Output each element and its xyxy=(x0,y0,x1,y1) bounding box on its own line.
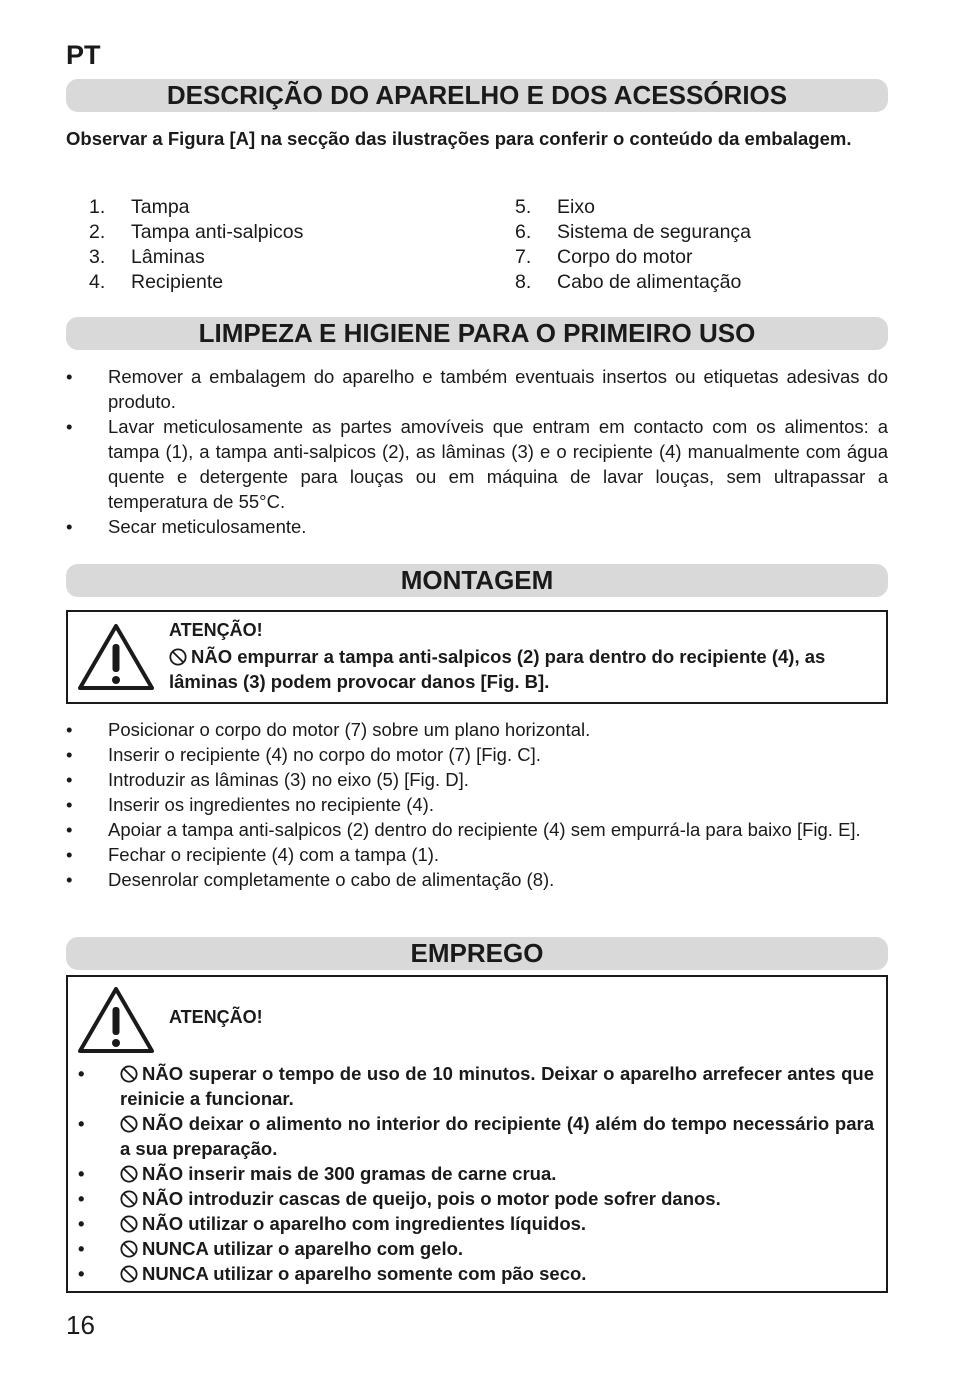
bullet-item xyxy=(66,514,888,539)
warning-bullet-text: NÃO deixar o alimento no interior do recipiente (4) além do tempo necessário para a sua preparação. xyxy=(120,1113,874,1159)
section-title-emprego: EMPREGO xyxy=(66,937,888,970)
list-item-label: Cabo de alimentação xyxy=(557,271,742,293)
bullet-marker: • xyxy=(78,1163,85,1184)
bullet-marker: • xyxy=(78,1113,85,1134)
warning-bullet-item xyxy=(78,1186,874,1211)
warning-bullet-item xyxy=(78,1236,874,1261)
bullet-text: Lavar meticulosamente as partes amovíveis que entram em contacto com os alimentos: a tampa (1), a tampa anti-salpicos (2), as lâminas (3) e o recipiente (4) manualmente com água quente e detergente para louças ou em máquina de lavar louças, sem ultrapassar a temperatura de 55°C. xyxy=(108,416,888,512)
bullet-marker: • xyxy=(78,1263,85,1284)
bullet-item xyxy=(66,867,888,892)
bullet-item xyxy=(66,767,888,792)
bullet-text: Inserir o recipiente (4) no corpo do motor (7) [Fig. C]. xyxy=(108,744,541,765)
bullet-text: Inserir os ingredientes no recipiente (4). xyxy=(108,794,434,815)
bullet-marker: • xyxy=(66,719,73,740)
section-title-limpeza: LIMPEZA E HIGIENE PARA O PRIMEIRO USO xyxy=(66,317,888,350)
bullet-marker: • xyxy=(66,744,73,765)
list-item-number: 7. xyxy=(515,246,532,268)
limpeza-bullet-list xyxy=(66,364,888,539)
bullet-text: Introduzir as lâminas (3) no eixo (5) [Fig. D]. xyxy=(108,769,469,790)
prohibition-icon xyxy=(169,648,187,666)
list-item-number: 2. xyxy=(89,221,106,243)
language-code: PT xyxy=(66,40,101,70)
bullet-text: Posicionar o corpo do motor (7) sobre um plano horizontal. xyxy=(108,719,591,740)
prohibition-icon xyxy=(120,1215,138,1233)
bullet-marker: • xyxy=(66,416,73,437)
warning-bullet-text: NÃO introduzir cascas de queijo, pois o motor pode sofrer danos. xyxy=(142,1188,721,1209)
prohibition-icon xyxy=(120,1190,138,1208)
bullet-marker: • xyxy=(66,366,73,387)
warning-bullet-text: NÃO utilizar o aparelho com ingredientes líquidos. xyxy=(142,1213,587,1234)
prohibition-icon xyxy=(120,1065,138,1083)
list-item-label: Corpo do motor xyxy=(557,246,693,268)
warning-box-montagem xyxy=(66,610,888,704)
page-number: 16 xyxy=(66,1310,95,1340)
list-item-label: Recipiente xyxy=(131,271,224,293)
list-item-number: 6. xyxy=(515,221,532,243)
bullet-item xyxy=(66,792,888,817)
prohibition-icon xyxy=(120,1240,138,1258)
prohibition-icon xyxy=(120,1265,138,1283)
bullet-marker: • xyxy=(78,1063,85,1084)
list-item-number: 1. xyxy=(89,196,106,218)
bullet-text: Fechar o recipiente (4) com a tampa (1). xyxy=(108,844,440,865)
list-item-label: Tampa xyxy=(131,196,190,218)
section-title-montagem: MONTAGEM xyxy=(66,564,888,597)
bullet-marker: • xyxy=(66,794,73,815)
warning-triangle-icon xyxy=(76,622,156,692)
bullet-marker: • xyxy=(66,516,73,537)
list-item-label: Sistema de segurança xyxy=(557,221,752,243)
warning-triangle-icon xyxy=(76,985,156,1055)
warning-bullet-item xyxy=(78,1061,874,1111)
bullet-marker: • xyxy=(78,1213,85,1234)
bullet-marker: • xyxy=(78,1238,85,1259)
warning-bullet-item xyxy=(78,1161,874,1186)
bullet-item xyxy=(66,717,888,742)
bullet-marker: • xyxy=(66,869,73,890)
warning-bullet-text: NÃO inserir mais de 300 gramas de carne crua. xyxy=(142,1163,557,1184)
bullet-marker: • xyxy=(66,769,73,790)
bullet-text: Secar meticulosamente. xyxy=(108,516,307,537)
montagem-bullet-list xyxy=(66,717,888,892)
warning-bullet-item xyxy=(78,1111,874,1161)
bullet-marker: • xyxy=(78,1188,85,1209)
warning-box-emprego xyxy=(66,975,888,1293)
bullet-item xyxy=(66,817,888,842)
bullet-item xyxy=(66,364,888,414)
warning-bullet-item xyxy=(78,1211,874,1236)
list-item-number: 3. xyxy=(89,246,106,268)
warning-bullet-text: NUNCA utilizar o aparelho com gelo. xyxy=(142,1238,464,1259)
list-item-label: Tampa anti-salpicos xyxy=(131,221,304,243)
warning-title: ATENÇÃO! xyxy=(169,620,263,640)
section-title-descricao: DESCRIÇÃO DO APARELHO E DOS ACESSÓRIOS xyxy=(66,79,888,112)
bullet-text: Remover a embalagem do aparelho e também eventuais insertos ou etiquetas adesivas do produto. xyxy=(108,366,888,412)
warning-title: ATENÇÃO! xyxy=(169,1007,263,1027)
list-item-label: Lâminas xyxy=(131,246,205,268)
warning-text xyxy=(169,644,879,694)
prohibition-icon xyxy=(120,1115,138,1133)
bullet-item xyxy=(66,842,888,867)
list-item-label: Eixo xyxy=(557,196,595,218)
bullet-marker: • xyxy=(66,819,73,840)
list-item-number: 5. xyxy=(515,196,532,218)
bullet-text: Apoiar a tampa anti-salpicos (2) dentro do recipiente (4) sem empurrá-la para baixo [Fig. E]. xyxy=(108,819,861,840)
intro-paragraph: Observar a Figura [A] na secção das ilustrações para conferir o conteúdo da embalagem. xyxy=(66,128,852,149)
bullet-item xyxy=(66,742,888,767)
warning-bullet-text: NUNCA utilizar o aparelho somente com pão seco. xyxy=(142,1263,587,1284)
warning-bullet-text: NÃO superar o tempo de uso de 10 minutos. Deixar o aparelho arrefecer antes que reinicie a funcionar. xyxy=(120,1063,874,1109)
warning-bullet-item xyxy=(78,1261,874,1286)
emprego-warning-list xyxy=(78,1061,874,1286)
list-item-number: 4. xyxy=(89,271,106,293)
warning-text-content: NÃO empurrar a tampa anti-salpicos (2) para dentro do recipiente (4), as lâminas (3) podem provocar danos [Fig. B]. xyxy=(169,646,826,692)
bullet-item xyxy=(66,414,888,514)
bullet-text: Desenrolar completamente o cabo de alimentação (8). xyxy=(108,869,555,890)
list-item-number: 8. xyxy=(515,271,532,293)
bullet-marker: • xyxy=(66,844,73,865)
prohibition-icon xyxy=(120,1165,138,1183)
